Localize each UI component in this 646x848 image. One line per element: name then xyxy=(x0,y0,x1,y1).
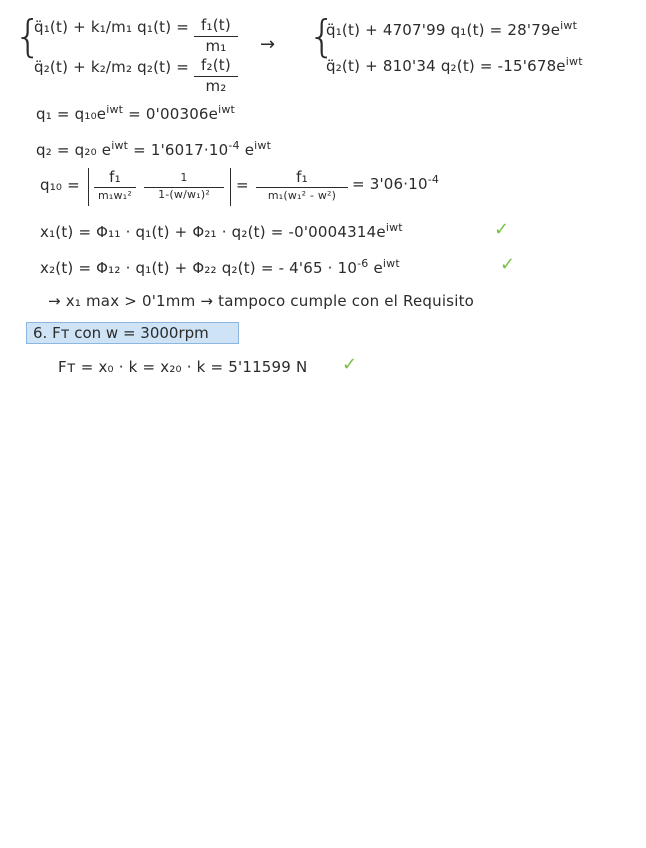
q1-exp2: iwt xyxy=(218,103,236,116)
fraction-bar xyxy=(256,187,348,188)
q10-result xyxy=(352,174,439,193)
check-icon: ✓ xyxy=(494,219,510,240)
q2-value: = 1'6017·10 xyxy=(133,141,229,159)
q1-value: = 0'00306e xyxy=(128,105,219,123)
right-eq1-exp: iwt xyxy=(560,19,578,32)
q10-frac-f xyxy=(92,168,138,202)
q1-line xyxy=(36,104,235,123)
q10-g-num: 1 xyxy=(180,171,188,184)
q1-exp: iwt xyxy=(106,103,124,116)
fraction-bar xyxy=(144,187,224,188)
q10-result-text: = 3'06·10 xyxy=(352,175,428,193)
x1-text: x₁(t) = Φ₁₁ · q₁(t) + Φ₂₁ · q₂(t) = -0'0004314e xyxy=(40,223,386,241)
q10-h-num: f₁ xyxy=(296,168,308,186)
x1-line xyxy=(40,222,403,241)
eq1-rhs-fraction xyxy=(192,16,240,55)
right-brace: { xyxy=(308,11,336,62)
eq2-rhs-num: f₂(t) xyxy=(201,56,231,74)
right-eq2-text: q̈₂(t) + 810'34 q₂(t) = -15'678e xyxy=(326,57,566,75)
eq1-rhs-num: f₁(t) xyxy=(201,16,231,34)
eq2-rhs-den: m₂ xyxy=(205,77,227,95)
abs-left-bar xyxy=(88,168,89,206)
conclusion-line: → x₁ max > 0'1mm → tampoco cumple con el Requisito xyxy=(48,292,475,310)
q2-exp: iwt xyxy=(111,139,129,152)
abs-right-bar xyxy=(230,168,231,206)
q10-f-num: f₁ xyxy=(109,168,121,186)
q10-frac-h xyxy=(254,168,350,202)
fraction-bar xyxy=(194,76,238,77)
q10-f-den: m₁w₁² xyxy=(98,189,132,202)
q10-eq: = xyxy=(236,176,249,194)
check-icon: ✓ xyxy=(342,354,358,375)
section-6-title: 6. Fᴛ con w = 3000rpm xyxy=(33,324,209,342)
check-icon: ✓ xyxy=(500,254,516,275)
q2-text: q₂ = q₂₀ e xyxy=(36,141,112,159)
q10-frac-g xyxy=(142,168,226,201)
q2-exp2: iwt xyxy=(254,139,272,152)
ft-line: Fᴛ = x₀ · k = x₂₀ · k = 5'11599 N xyxy=(58,358,308,376)
q2-tail: e xyxy=(244,141,255,159)
q1-text: q₁ = q₁₀e xyxy=(36,105,107,123)
section-6-heading xyxy=(26,322,239,344)
left-brace: { xyxy=(14,11,42,62)
q10-lhs: q₁₀ = xyxy=(40,176,80,194)
x2-tail: e xyxy=(373,259,383,277)
fraction-bar xyxy=(94,187,136,188)
q10-result-pow: -4 xyxy=(427,173,440,186)
eq2-rhs-fraction xyxy=(192,56,240,95)
implies-arrow: → xyxy=(260,34,276,55)
eq2-left: q̈₂(t) + k₂/m₂ q₂(t) = xyxy=(34,58,190,76)
x2-exp: iwt xyxy=(382,257,400,270)
right-eq1 xyxy=(326,20,577,39)
x2-pow: -6 xyxy=(357,257,369,270)
right-eq1-text: q̈₁(t) + 4707'99 q₁(t) = 28'79e xyxy=(326,21,561,39)
right-eq2 xyxy=(326,56,583,75)
q2-pow: -4 xyxy=(228,139,240,152)
q10-h-den: m₁(w₁² - w²) xyxy=(267,189,337,202)
x2-line xyxy=(40,258,400,277)
eq1-rhs-den: m₁ xyxy=(205,37,227,55)
x1-exp: iwt xyxy=(385,221,403,234)
q10-g-den: 1-(w/w₁)² xyxy=(158,188,210,201)
right-eq2-exp: iwt xyxy=(565,55,583,68)
q2-line xyxy=(36,140,271,159)
fraction-bar xyxy=(194,36,238,37)
x2-text: x₂(t) = Φ₁₂ · q₁(t) + Φ₂₂ q₂(t) = - 4'65 · 10 xyxy=(40,259,358,277)
eq1-left: q̈₁(t) + k₁/m₁ q₁(t) = xyxy=(34,18,190,36)
